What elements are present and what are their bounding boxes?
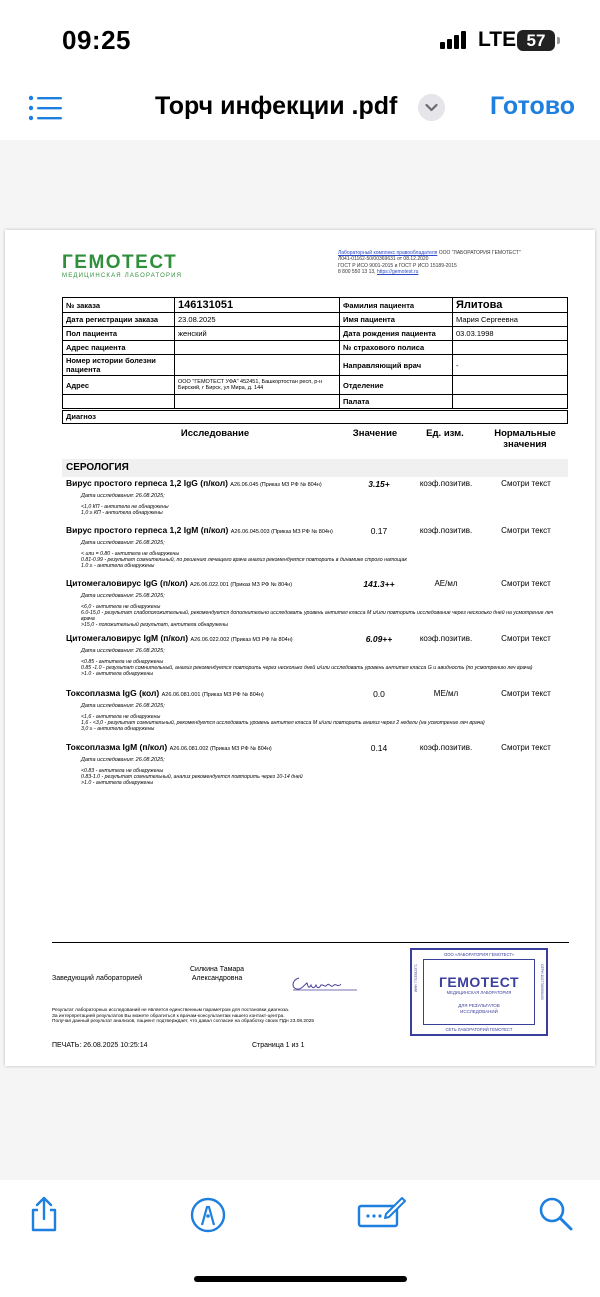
markup-icon[interactable] bbox=[188, 1194, 228, 1234]
test-note: <1,0 КП - антитела не обнаружены bbox=[81, 504, 169, 510]
signature-icon[interactable] bbox=[356, 1194, 408, 1234]
test-row bbox=[66, 479, 566, 516]
test-note: 6.0-15,0 - результат слабоположительный, рекомендуется дополнительно исследовать уровень антител класса М и/или повторить исследование через несколько дней на усмотрение леч врача bbox=[81, 610, 554, 622]
share-icon[interactable] bbox=[24, 1194, 64, 1234]
logo-sub: МЕДИЦИНСКАЯ ЛАБОРАТОРИЯ bbox=[62, 273, 183, 279]
test-note: >1.0 - антитела обнаружены bbox=[81, 780, 154, 786]
disclaimer-line: За интерпретацией результатов Вы можете обратиться к врачам-консультантам нашего контакт-центра. bbox=[52, 1013, 285, 1019]
column-unit: Ед. изм. bbox=[426, 428, 464, 439]
doctor-value: - bbox=[453, 355, 568, 376]
lab-stamp bbox=[410, 948, 548, 1036]
test-notes bbox=[81, 659, 566, 677]
section-serology: СЕРОЛОГИЯ bbox=[62, 459, 568, 477]
address-value: ООО "ГЕМОТЕСТ УФА" 452451, Башкортостан респ, р-н Бирский, г Бирск, ул Мира, д. 144 bbox=[175, 376, 340, 395]
test-note: 0.83-1.0 - результат сомнительный, анализ рекомендуется повторить через 10-14 дней bbox=[81, 774, 303, 780]
print-timestamp: ПЕЧАТЬ: 26.08.2025 10:25:14 bbox=[52, 1042, 148, 1049]
signal-icon bbox=[440, 31, 468, 49]
stamp-ogrn: ОГРН 1027700058433 bbox=[540, 964, 544, 1000]
column-study: Исследование bbox=[180, 428, 250, 439]
policy-value bbox=[453, 341, 568, 355]
test-note: <1,6 - антитела не обнаружены bbox=[81, 714, 161, 720]
test-date: Дата исследования: 25.08.2025; bbox=[81, 593, 165, 599]
sex-value: женский bbox=[175, 327, 340, 341]
order-value: 146131051 bbox=[175, 298, 340, 313]
test-unit: АЕ/мл bbox=[434, 579, 458, 588]
reg-date-label: Дата регистрации заказа bbox=[63, 313, 175, 327]
department-value bbox=[453, 376, 568, 395]
empty-cell bbox=[63, 395, 175, 409]
lab-phone: 8 800 550 13 13, bbox=[338, 268, 376, 275]
done-button[interactable]: Готово bbox=[490, 92, 576, 120]
test-unit: коэф.позитив. bbox=[419, 526, 473, 535]
test-row bbox=[66, 634, 566, 677]
test-row bbox=[66, 689, 566, 732]
test-norm: Смотри текст bbox=[501, 526, 551, 535]
sex-label: Пол пациента bbox=[63, 327, 175, 341]
test-row bbox=[66, 743, 566, 786]
signature-divider bbox=[52, 942, 569, 943]
stamp-purpose-line: ДЛЯ РЕЗУЛЬТАТОВ bbox=[458, 1003, 500, 1008]
test-name bbox=[66, 479, 351, 490]
disclaimer bbox=[52, 1008, 402, 1025]
test-code: A26.06.045 (Приказ МЗ РФ № 804н) bbox=[230, 482, 322, 488]
test-date: Дата исследования: 26.08.2025; bbox=[81, 493, 165, 499]
address-label: Адрес bbox=[63, 376, 175, 395]
head-lab-label: Заведующий лабораторией bbox=[52, 975, 142, 982]
empty-cell bbox=[175, 395, 340, 409]
name-value: Мария Сергеевна bbox=[453, 313, 568, 327]
history-label: Номер истории болезни пациента bbox=[63, 355, 175, 376]
test-value: 3.15+ bbox=[368, 479, 390, 489]
ward-label: Палата bbox=[340, 395, 453, 409]
test-date: Дата исследования: 26.08.2025; bbox=[81, 540, 165, 546]
test-norm: Смотри текст bbox=[501, 634, 551, 643]
test-name bbox=[66, 579, 351, 590]
chevron-down-icon[interactable] bbox=[418, 94, 445, 121]
test-unit: МЕ/мл bbox=[433, 689, 459, 698]
lab-license: Л041-01162-50/00369631 от 08.12.2020 bbox=[338, 256, 429, 263]
network-label: LTE bbox=[478, 28, 517, 51]
lab-logo bbox=[62, 252, 182, 279]
test-date: Дата исследования: 26.08.2025; bbox=[81, 648, 165, 654]
birth-label: Дата рождения пациента bbox=[340, 327, 453, 341]
test-note: 0.85 -1.0 - результат сомнительный, анализ рекомендуется повторить через несколько дней и/или исследовать уровень антител класса G и авидность (по усмотрению леч врача) bbox=[81, 665, 533, 671]
birth-value: 03.03.1998 bbox=[453, 327, 568, 341]
test-name bbox=[66, 743, 351, 754]
signer-name bbox=[190, 965, 244, 983]
test-date: Дата исследования: 26.08.2025; bbox=[81, 757, 165, 763]
lab-info bbox=[338, 250, 568, 275]
lab-gost: ГОСТ Р ИСО 9001-2015 и ГОСТ Р ИСО 15189-2015 bbox=[338, 262, 457, 269]
test-code: A26.06.022.001 (Приказ МЗ РФ № 804н) bbox=[190, 582, 293, 588]
status-time: 09:25 bbox=[62, 25, 131, 55]
test-value: 0.14 bbox=[370, 743, 388, 753]
test-row bbox=[66, 579, 566, 628]
stamp-purpose-line: ИССЛЕДОВАНИЙ bbox=[460, 1009, 498, 1014]
diagnosis-label: Диагноз bbox=[62, 410, 568, 424]
test-title: Вирус простого герпеса 1,2 IgG (п/кол) bbox=[66, 478, 228, 488]
logo-main: ГЕМОТЕСТ bbox=[62, 252, 178, 273]
stamp-inn: ИНН 7703582371 bbox=[414, 964, 418, 993]
test-title: Вирус простого герпеса 1,2 IgM (п/кол) bbox=[66, 525, 229, 535]
disclaimer-line: Получая данный результат анализов, пациент подтверждает, что давал согласие на обработку своих ПДн 23.08.2025 bbox=[52, 1019, 315, 1024]
test-notes bbox=[81, 768, 566, 786]
address-patient-value bbox=[175, 341, 340, 355]
test-note: 3,0 ≥ - антитела обнаружены bbox=[81, 726, 155, 732]
test-note: >1.0 - антитела обнаружены bbox=[81, 671, 154, 677]
test-name bbox=[66, 634, 351, 645]
stamp-main: ГЕМОТЕСТ bbox=[438, 974, 520, 990]
disclaimer-line: Результат лабораторных исследований не является единственным параметром для постановки диагноза. bbox=[52, 1008, 290, 1013]
test-norm: Смотри текст bbox=[501, 479, 551, 488]
navigation-bar bbox=[0, 80, 600, 140]
test-norm: Смотри текст bbox=[501, 743, 551, 752]
test-note: <0.85 - антитела не обнаружены bbox=[81, 659, 164, 665]
test-note: <0.83 - антитела не обнаружены bbox=[81, 768, 164, 774]
reg-date-value: 23.08.2025 bbox=[175, 313, 340, 327]
test-notes bbox=[81, 551, 566, 569]
test-note: 1.0 ≥ - антитела обнаружены bbox=[81, 563, 155, 569]
stamp-purpose bbox=[424, 1003, 534, 1015]
test-notes bbox=[81, 604, 566, 628]
page-number: Страница 1 из 1 bbox=[252, 1042, 305, 1049]
department-label: Отделение bbox=[340, 376, 453, 395]
surname-label: Фамилия пациента bbox=[340, 298, 453, 313]
test-title: Токсоплазма IgG (кол) bbox=[66, 688, 160, 698]
signature-image bbox=[287, 970, 362, 995]
doctor-label: Направляющий врач bbox=[340, 355, 453, 376]
test-name bbox=[66, 526, 351, 537]
test-value: 0.0 bbox=[373, 689, 385, 699]
order-label: № заказа bbox=[63, 298, 175, 313]
status-bar bbox=[0, 0, 600, 80]
history-value bbox=[175, 355, 340, 376]
test-note: >15,0 - положительный результат, антитела обнаружены bbox=[81, 622, 228, 628]
patient-info-table bbox=[62, 297, 568, 409]
lab-info-owner: ООО "ЛАБОРАТОРИЯ ГЕМОТЕСТ" bbox=[438, 250, 521, 256]
signer-line: Силкина Тамара bbox=[190, 966, 245, 973]
stamp-inner bbox=[423, 959, 535, 1025]
test-code: A26.06.081.002 (Приказ МЗ РФ № 804н) bbox=[169, 746, 272, 752]
test-row bbox=[66, 526, 566, 569]
stamp-top: ООО «ЛАБОРАТОРИЯ ГЕМОТЕСТ» bbox=[443, 952, 515, 957]
test-unit: коэф.позитив. bbox=[419, 479, 473, 488]
test-note: <6,0 - антитела не обнаружены bbox=[81, 604, 161, 610]
battery-icon: 57 bbox=[517, 30, 555, 51]
test-name bbox=[66, 689, 351, 700]
list-icon[interactable] bbox=[28, 94, 62, 122]
lab-website-link[interactable]: https://gemotest.ru bbox=[376, 268, 419, 275]
test-norm: Смотри текст bbox=[501, 579, 551, 588]
test-unit: коэф.позитив. bbox=[419, 634, 473, 643]
test-note: 1,6 - <3,0 - результат сомнительный, рекомендуется исследовать уровень антител класса М и/или повторить анализ через 2 недели (на усмотрение леч врача) bbox=[81, 720, 485, 726]
test-title: Токсоплазма IgM (п/кол) bbox=[66, 742, 168, 752]
test-code: A26.06.045.003 (Приказ МЗ РФ № 804н) bbox=[230, 529, 333, 535]
test-note: < или = 0.80 - антитела не обнаружены bbox=[81, 551, 180, 557]
test-notes bbox=[81, 714, 566, 732]
policy-label: № страхового полиса bbox=[340, 341, 453, 355]
lab-info-link[interactable]: Лабораторный комплекс правообладателя bbox=[338, 250, 438, 256]
stamp-bottom: СЕТЬ ЛАБОРАТОРИЙ ГЕМОТЕСТ bbox=[445, 1027, 513, 1032]
document-title[interactable]: Торч инфекции .pdf bbox=[155, 92, 398, 120]
test-note: 0.81-0.99 - результат сомнительный, по решению лечащего врача анализ рекомендуется повторить в динамике строго натощак bbox=[81, 557, 407, 563]
test-norm: Смотри текст bbox=[501, 689, 551, 698]
test-date: Дата исследования: 26.08.2025; bbox=[81, 703, 165, 709]
name-label: Имя пациента bbox=[340, 313, 453, 327]
test-title: Цитомегаловирус IgM (п/кол) bbox=[66, 633, 189, 643]
search-icon[interactable] bbox=[536, 1194, 576, 1234]
surname-value: Ялитова bbox=[453, 298, 568, 313]
battery-tip bbox=[557, 37, 560, 44]
stamp-sub: МЕДИЦИНСКАЯ ЛАБОРАТОРИЯ bbox=[446, 990, 512, 995]
signer-line: Александровна bbox=[191, 975, 243, 982]
ward-value bbox=[453, 395, 568, 409]
test-value: 0.17 bbox=[370, 526, 388, 536]
home-indicator[interactable] bbox=[194, 1276, 407, 1282]
column-norm: Нормальные значения bbox=[494, 428, 556, 450]
test-value: 6.09++ bbox=[365, 634, 393, 644]
address-patient-label: Адрес пациента bbox=[63, 341, 175, 355]
test-code: A26.06.081.001 (Приказ МЗ РФ № 804н) bbox=[161, 692, 264, 698]
test-note: 1,0 ≥ КП - антитела обнаружены bbox=[81, 510, 163, 516]
test-notes bbox=[81, 504, 566, 516]
test-value: 141.3++ bbox=[363, 579, 395, 589]
bottom-toolbar bbox=[0, 1180, 600, 1297]
pdf-page[interactable] bbox=[5, 230, 595, 1066]
test-code: A26.06.022.002 (Приказ МЗ РФ № 804н) bbox=[190, 637, 293, 643]
test-unit: коэф.позитив. bbox=[419, 743, 473, 752]
test-title: Цитомегаловирус IgG (п/кол) bbox=[66, 578, 188, 588]
column-value: Значение bbox=[352, 428, 398, 439]
